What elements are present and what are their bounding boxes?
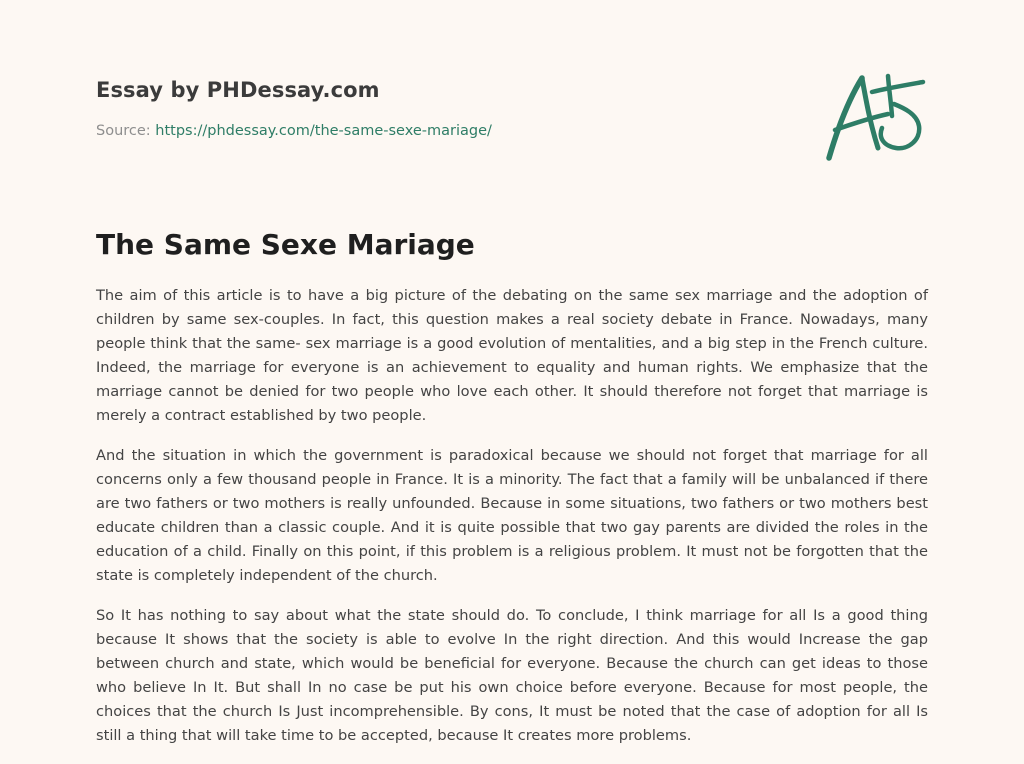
site-brand: Essay by PHDessay.com bbox=[96, 78, 380, 102]
article-paragraph: And the situation in which the government is paradoxical because we should not forget that marriage for all concerns only a few thousand people in France. It is a minority. The fact that a family will be unbalanced if there are two fathers or two mothers is really unfounded. Because in some situations, two fathers or two mothers best educate children than a classic couple. And it is quite possible that two gay parents are divided the roles in the education of a child. Finally on this point, if this problem is a religious problem. It must not be forgotten that the state is completely independent of the church. bbox=[96, 447, 928, 584]
article-body bbox=[96, 284, 928, 764]
source-line bbox=[96, 121, 796, 141]
article-title: The Same Sexe Mariage bbox=[96, 228, 475, 261]
source-label: Source: bbox=[96, 123, 151, 139]
article-paragraph: So It has nothing to say about what the state should do. To conclude, I think marriage for all Is a good thing because It shows that the society is able to evolve In the right direction. And this would Increase the gap between church and state, which would be beneficial for everyone. Because the church can get ideas to those who believe In It. But shall In no case be put his own choice before everyone. Because for most people, the choices that the church Is Just incomprehensible. By cons, It must be noted that the case of adoption for all Is still a thing that will take time to be accepted, because It creates more problems. bbox=[96, 607, 928, 744]
source-link[interactable]: https://phdessay.com/the-same-sexe-mariage/ bbox=[155, 123, 492, 139]
essay-header bbox=[96, 76, 796, 141]
article-paragraph: The aim of this article is to have a big picture of the debating on the same sex marriage and the adoption of children by same sex-couples. In fact, this question makes a real society debate in France. Nowadays, many people think that the same- sex marriage is a good evolution of mentalities, and a big step in the French culture. Indeed, the marriage for everyone is an achievement to equality and human rights. We emphasize that the marriage cannot be denied for two people who love each other. It should therefore not forget that marriage is merely a contract established by two people. bbox=[96, 287, 928, 424]
a-plus-grade-icon bbox=[822, 68, 928, 166]
